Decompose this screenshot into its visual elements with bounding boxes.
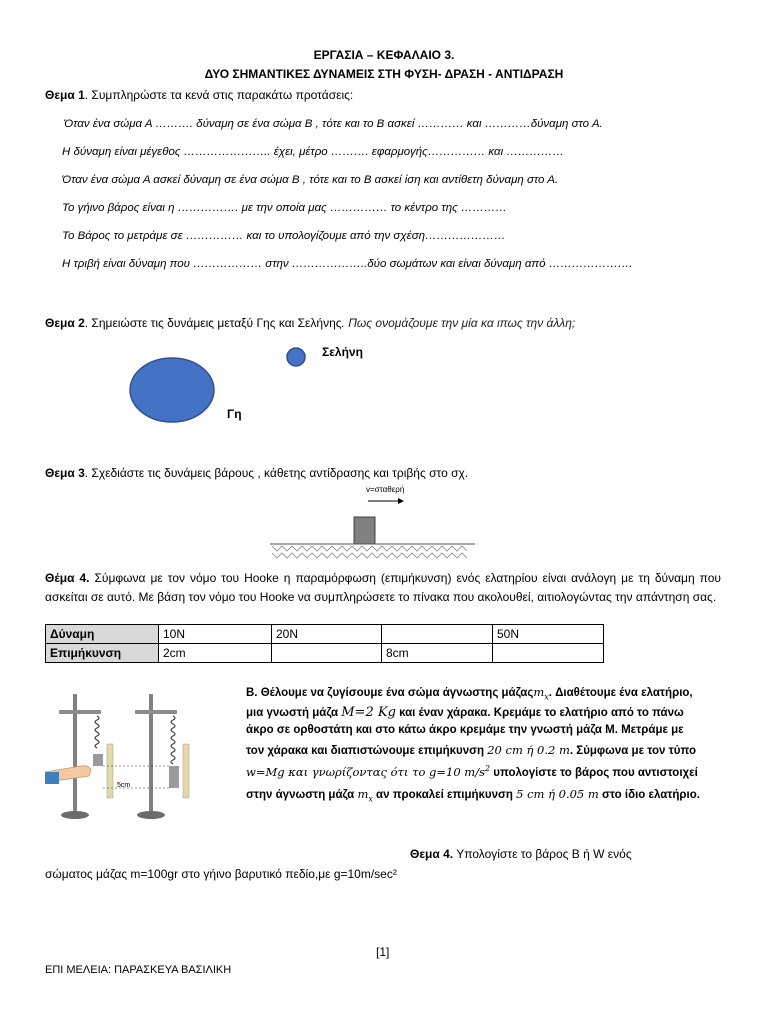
partB-text-1: Β. Θέλουμε να ζυγίσουμε ένα σώμα άγνωστης μάζας <box>246 687 534 699</box>
partB-text-10: στο ίδιο ελατήριο. <box>598 789 700 801</box>
partB-text-4: και έναν χάρακα. Κρεμάμε το ελατήριο από το πάνω <box>395 707 684 719</box>
block-on-surface-figure <box>270 490 475 565</box>
table-cell <box>493 644 604 663</box>
partB-text-7: υπολογίστε το βάρος που αντιστοιχεί <box>490 766 698 779</box>
partB-text-5: τον χάρακα και διαπιστώνουμε επιμήκυνση <box>246 745 488 757</box>
mx-subscript-2: x <box>368 794 373 804</box>
figure-distance-label: 5cm <box>117 782 131 789</box>
worksheet-subtitle: ΔΥΟ ΣΗΜΑΝΤΙΚΕΣ ΔΥΝΑΜΕΙΣ ΣΤΗ ΦΥΣΗ- ΔΡΑΣΗ - ΑΝΤΙΔΡΑΣΗ <box>204 67 564 81</box>
surface-hatching <box>272 546 467 558</box>
theme1-sentence-2: Η δύναμη είναι μέγεθος ………………….. έχει, μέτρο ………. εφαρμογής…………… και …………… <box>62 146 564 158</box>
table-row <box>46 644 604 663</box>
ruler-left <box>107 744 113 798</box>
known-mass-left <box>93 754 103 766</box>
known-mass-value: M=2 Kg <box>341 705 396 720</box>
earth-shape <box>130 358 214 422</box>
block-shape <box>354 517 375 544</box>
hooke-table <box>45 624 604 663</box>
partB-line-2 <box>246 705 684 720</box>
theme1-sentence-5: Το Βάρος το μετράμε σε …………… και το υπολογίζουμε από την σχέση………………… <box>62 230 506 242</box>
theme2-question: . Πως ονομάζουμε την μία κα ιπως την άλλη; <box>341 316 576 330</box>
table-cell: 20N <box>272 625 382 644</box>
mx-symbol: m <box>533 685 545 699</box>
theme1-sentence-1: Όταν ένα σώμα Α ………. δύναμη σε ένα σώμα Β , τότε και το Β ασκεί ………… και …………δύναμη στο Α. <box>64 118 603 130</box>
table-cell: 50N <box>493 625 604 644</box>
mx-subscript: x <box>544 692 549 702</box>
theme3-label: Θεμα 3 <box>45 466 85 480</box>
theme2-heading <box>45 316 575 330</box>
table-cell <box>382 625 493 644</box>
theme2-label: Θεμα 2 <box>45 316 85 330</box>
table-cell: 10N <box>159 625 272 644</box>
table-row <box>46 625 604 644</box>
worksheet-title: ΕΡΓΑΣΙΑ – ΚΕΦΑΛΑΙΟ 3. <box>313 48 455 62</box>
theme1-label: Θεμα 1 <box>45 88 85 102</box>
partB-text-6: . Σύμφωνα με τον τύπο <box>569 745 696 757</box>
partB-text-9: αν προκαλεί επιμήκυνση <box>372 789 517 801</box>
extension-value-2: 5 cm ή 0.05 m <box>516 787 599 801</box>
theme1-sentence-4: Το γήινο βάρος είναι η ……………. με την οποία μας …………… το κέντρο της ………… <box>62 202 507 214</box>
table-cell <box>272 644 382 663</box>
formula-exponent: 2 <box>484 764 491 773</box>
weight-formula <box>246 765 490 779</box>
theme2-instruction: . Σημειώστε τις δυνάμεις μεταξύ Γης και Σελήνης <box>84 316 342 330</box>
theme1-sentence-3: Όταν ένα σώμα Α ασκεί δύναμη σε ένα σώμα Β , τότε και το Β ασκεί ίση και αντίθετη δύναμη στο Α. <box>62 174 559 186</box>
moon-label: Σελήνη <box>322 345 363 359</box>
mx-symbol-2: m <box>357 787 369 801</box>
spring-apparatus-figure <box>45 688 230 833</box>
ruler-right <box>183 744 189 798</box>
theme1-heading <box>45 88 353 102</box>
stand-base-left <box>61 811 89 819</box>
partB-text-3: μια γνωστή μάζα <box>246 707 342 719</box>
theme4b-heading <box>410 847 632 861</box>
moon-shape <box>287 348 305 366</box>
theme4b-label: Θεμα 4. <box>410 847 454 861</box>
unknown-mass-right <box>169 766 179 788</box>
theme4-text: Σύμφωνα με τον νόμο του Hooke η παραμόρφωση (επιμήκυνση) ενός ελατηρίου είναι ανάλογη με τη δύναμη που ασκείται σε αυτό. Με βάση τον νόμο του Hooke να συμπληρώσετε το πίνακα που ακολουθεί, αιτιολογώντας την απάντηση σας. <box>45 571 721 604</box>
partB-line-1 <box>246 685 693 701</box>
velocity-label: v=σταθερή <box>366 485 405 494</box>
sleeve-icon <box>45 772 59 784</box>
force-row-header: Δύναμη <box>46 625 159 644</box>
page-number: [1] <box>376 945 390 959</box>
author-footer: ΕΠΙ ΜΕΛΕΙΑ: ΠΑΡΑΣΚΕΥΑ ΒΑΣΙΛΙΚΗ <box>45 964 232 976</box>
table-cell: 8cm <box>382 644 493 663</box>
earth-label: Γη <box>227 407 242 421</box>
extension-row-header: Επιμήκυνση <box>46 644 159 663</box>
partB-text-2: . Διαθέτουμε ένα ελατήριο, <box>548 687 693 699</box>
partB-text-8: στην άγνωστη μάζα <box>246 789 358 801</box>
partB-line-5 <box>246 764 698 779</box>
theme1-sentence-6: Η τριβή είναι δύναμη που ……………… στην ………………..δύο σωμάτων και είναι δύναμη από …………………. <box>62 258 633 270</box>
theme4-paragraph <box>45 569 721 607</box>
partB-line-6 <box>246 787 700 803</box>
stand-arm-right <box>135 710 177 714</box>
extension-value-1: 20 cm ή 0.2 m <box>487 743 570 757</box>
velocity-arrow-head <box>398 498 404 504</box>
theme4-label: Θέμα 4. <box>45 571 90 585</box>
theme4b-line-2: σώματος μάζας m=100gr στο γήινο βαρυτικό πεδίο,με g=10m/sec² <box>45 867 397 881</box>
theme3-instruction: . Σχεδιάστε τις δυνάμεις βάρους , κάθετης αντίδρασης και τριβής στο σχ. <box>84 466 469 480</box>
theme3-heading <box>45 466 468 480</box>
theme1-instruction: . Συμπληρώστε τα κενά στις παρακάτω προτάσεις: <box>84 88 354 102</box>
formula-text: w=Mg και γνωρίζοντας ότι το g=10 m/s <box>246 764 485 779</box>
stand-arm-left <box>59 710 101 714</box>
stand-base-right <box>137 811 165 819</box>
theme4b-text: Υπολογίστε το βάρος Β ή W ενός <box>453 847 632 861</box>
unknown-mass-symbol <box>533 685 549 702</box>
table-cell: 2cm <box>159 644 272 663</box>
partB-line-4 <box>246 743 696 757</box>
partB-line-3: άκρο σε ορθοστάτη και στο κάτω άκρο κρεμάμε την γνωστή μάζα Μ. Μετράμε με <box>246 724 684 736</box>
